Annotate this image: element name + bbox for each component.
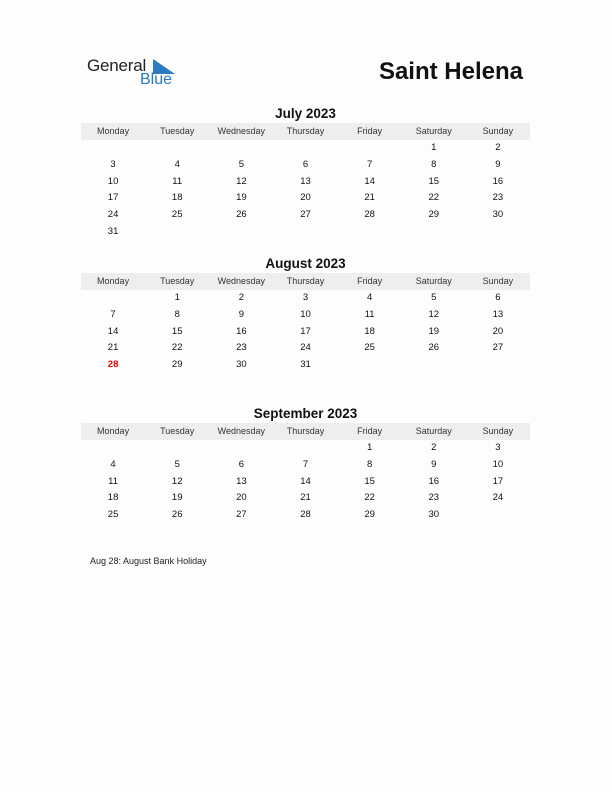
week-row bbox=[81, 474, 530, 491]
week-row bbox=[81, 357, 530, 374]
logo-text-blue: Blue bbox=[140, 71, 173, 88]
weekday-label: Friday bbox=[357, 276, 383, 286]
weekday-label: Thursday bbox=[286, 276, 325, 286]
day-cell: 30 bbox=[428, 509, 440, 521]
day-cell: 2 bbox=[495, 142, 501, 153]
day-cell: 2 bbox=[431, 442, 437, 453]
empty-day-cell bbox=[145, 224, 209, 241]
day-cell: 8 bbox=[366, 458, 373, 470]
empty-day-cell bbox=[338, 224, 402, 241]
day-cell: 20 bbox=[236, 492, 247, 504]
day-cell: 6 bbox=[302, 158, 309, 170]
day-cell: 9 bbox=[431, 458, 437, 470]
day-cell: 13 bbox=[492, 308, 504, 320]
day-cell: 23 bbox=[492, 192, 504, 204]
day-cell: 25 bbox=[107, 509, 119, 521]
brand-logo bbox=[87, 56, 187, 92]
day-cell: 1 bbox=[174, 292, 180, 303]
day-cell: 27 bbox=[492, 342, 504, 354]
week-row bbox=[81, 224, 530, 241]
day-cell: 1 bbox=[366, 442, 373, 453]
day-cell: 5 bbox=[238, 158, 244, 170]
day-cell: 11 bbox=[172, 175, 183, 187]
week-row bbox=[81, 307, 530, 324]
month-title: September 2023 bbox=[253, 406, 358, 421]
day-cell: 9 bbox=[495, 158, 501, 170]
day-cell: 16 bbox=[492, 175, 504, 187]
week-row bbox=[81, 340, 530, 357]
day-cell: 26 bbox=[171, 509, 183, 521]
day-cell: 5 bbox=[431, 292, 437, 303]
day-cell: 25 bbox=[171, 209, 183, 221]
empty-day-cell bbox=[402, 357, 466, 374]
day-cell: 3 bbox=[110, 158, 116, 170]
day-cell: 10 bbox=[300, 308, 311, 320]
day-cell: 16 bbox=[428, 475, 440, 487]
weekday-header bbox=[81, 273, 530, 290]
weekday-label: Thursday bbox=[286, 426, 325, 436]
month-title: July 2023 bbox=[275, 106, 336, 121]
day-cell: 29 bbox=[364, 509, 375, 521]
day-cell: 4 bbox=[366, 292, 373, 303]
empty-day-cell bbox=[466, 357, 530, 374]
day-cell: 30 bbox=[236, 359, 247, 371]
week-row bbox=[81, 190, 530, 207]
week-row bbox=[81, 440, 530, 457]
weekday-label: Sunday bbox=[482, 126, 514, 136]
day-cell: 7 bbox=[110, 308, 116, 320]
day-cell: 7 bbox=[302, 458, 309, 470]
day-cell: 21 bbox=[300, 492, 311, 504]
day-cell: 14 bbox=[300, 475, 311, 487]
day-cell: 10 bbox=[107, 175, 119, 187]
day-cell: 8 bbox=[174, 308, 180, 320]
day-cell: 3 bbox=[495, 442, 501, 453]
day-cell: 24 bbox=[107, 209, 119, 221]
weekday-label: Saturday bbox=[415, 276, 452, 286]
day-cell: 12 bbox=[171, 475, 183, 487]
month-title: August 2023 bbox=[265, 256, 346, 271]
day-cell: 22 bbox=[428, 192, 440, 204]
day-cell: 14 bbox=[107, 325, 119, 337]
empty-day-cell bbox=[209, 140, 273, 157]
weekday-label: Wednesday bbox=[217, 426, 266, 436]
weekday-header bbox=[81, 423, 530, 440]
day-cell: 3 bbox=[302, 292, 309, 303]
day-cell: 17 bbox=[107, 192, 119, 204]
weekday-label: Friday bbox=[357, 426, 383, 436]
empty-day-cell bbox=[145, 440, 209, 457]
week-row bbox=[81, 507, 530, 524]
day-cell: 6 bbox=[238, 458, 244, 470]
day-cell: 31 bbox=[300, 359, 311, 371]
week-row bbox=[81, 457, 530, 474]
day-cell: 23 bbox=[428, 492, 440, 504]
day-cell: 15 bbox=[364, 475, 375, 487]
day-cell: 10 bbox=[492, 458, 504, 470]
day-cell: 17 bbox=[492, 475, 504, 487]
weekday-label: Sunday bbox=[482, 426, 514, 436]
day-cell: 22 bbox=[364, 492, 375, 504]
month-calendar-july bbox=[81, 106, 530, 241]
month-calendar-september bbox=[81, 406, 530, 524]
day-cell: 11 bbox=[364, 308, 375, 320]
week-row bbox=[81, 140, 530, 157]
day-cell: 20 bbox=[300, 192, 311, 204]
logo-text-general: General bbox=[87, 56, 147, 75]
weekday-label: Monday bbox=[97, 126, 130, 136]
day-cell: 5 bbox=[174, 458, 180, 470]
weekday-label: Monday bbox=[97, 276, 130, 286]
day-cell: 22 bbox=[171, 342, 183, 354]
day-cell: 15 bbox=[428, 175, 440, 187]
day-cell: 27 bbox=[300, 209, 311, 221]
weekday-label: Tuesday bbox=[160, 126, 195, 136]
month-calendar-august bbox=[81, 256, 530, 374]
day-cell: 1 bbox=[431, 142, 437, 153]
weekday-label: Tuesday bbox=[160, 276, 195, 286]
day-cell: 19 bbox=[171, 492, 183, 504]
day-cell: 19 bbox=[236, 192, 247, 204]
day-cell: 21 bbox=[364, 192, 375, 204]
weekday-label: Friday bbox=[357, 126, 383, 136]
week-row bbox=[81, 207, 530, 224]
day-cell: 6 bbox=[495, 292, 501, 303]
day-cell: 26 bbox=[236, 209, 247, 221]
weekday-header bbox=[81, 123, 530, 140]
empty-day-cell bbox=[338, 140, 402, 157]
day-cell: 29 bbox=[428, 209, 440, 221]
empty-day-cell bbox=[81, 140, 145, 157]
empty-day-cell bbox=[209, 224, 273, 241]
empty-day-cell bbox=[273, 224, 337, 241]
weekday-label: Monday bbox=[97, 426, 130, 436]
day-cell: 13 bbox=[300, 175, 311, 187]
day-cell: 29 bbox=[171, 359, 183, 371]
day-cell: 18 bbox=[107, 492, 119, 504]
day-cell: 30 bbox=[492, 209, 504, 221]
day-cell: 18 bbox=[171, 192, 183, 204]
country-title: Saint Helena bbox=[378, 58, 523, 85]
day-cell: 8 bbox=[431, 158, 437, 170]
day-cell: 31 bbox=[107, 225, 119, 237]
day-cell: 16 bbox=[236, 325, 247, 337]
day-cell: 18 bbox=[364, 325, 375, 337]
weekday-label: Thursday bbox=[286, 126, 325, 136]
weekday-label: Tuesday bbox=[160, 426, 195, 436]
day-cell: 19 bbox=[428, 325, 440, 337]
day-cell: 25 bbox=[364, 342, 375, 354]
empty-day-cell bbox=[145, 140, 209, 157]
week-row bbox=[81, 157, 530, 174]
empty-day-cell bbox=[81, 440, 145, 457]
day-cell: 4 bbox=[174, 158, 180, 170]
weekday-label: Wednesday bbox=[217, 276, 266, 286]
day-cell: 13 bbox=[236, 475, 247, 487]
holiday-notes bbox=[90, 556, 207, 566]
week-row bbox=[81, 290, 530, 307]
day-cell: 28 bbox=[364, 209, 375, 221]
day-cell: 27 bbox=[236, 509, 247, 521]
week-row bbox=[81, 490, 530, 507]
day-cell: 17 bbox=[300, 325, 311, 337]
day-cell: 11 bbox=[108, 475, 118, 487]
week-row bbox=[81, 324, 530, 341]
day-cell: 2 bbox=[238, 292, 244, 303]
empty-day-cell bbox=[338, 357, 402, 374]
empty-day-cell bbox=[402, 224, 466, 241]
holiday-day-cell: 28 bbox=[107, 359, 119, 371]
day-cell: 24 bbox=[300, 342, 311, 354]
day-cell: 23 bbox=[236, 342, 247, 354]
day-cell: 12 bbox=[236, 175, 247, 187]
empty-day-cell bbox=[466, 224, 530, 241]
weekday-label: Saturday bbox=[415, 126, 452, 136]
day-cell: 15 bbox=[171, 325, 183, 337]
day-cell: 4 bbox=[110, 458, 116, 470]
week-row bbox=[81, 174, 530, 191]
day-cell: 9 bbox=[238, 308, 244, 320]
weekday-label: Saturday bbox=[415, 426, 452, 436]
day-cell: 24 bbox=[492, 492, 504, 504]
day-cell: 12 bbox=[428, 308, 440, 320]
empty-day-cell bbox=[273, 440, 337, 457]
day-cell: 21 bbox=[107, 342, 119, 354]
day-cell: 28 bbox=[300, 509, 311, 521]
empty-day-cell bbox=[466, 507, 530, 524]
holiday-note: Aug 28: August Bank Holiday bbox=[90, 556, 207, 566]
day-cell: 20 bbox=[492, 325, 504, 337]
empty-day-cell bbox=[81, 290, 145, 307]
day-cell: 26 bbox=[428, 342, 440, 354]
empty-day-cell bbox=[273, 140, 337, 157]
day-cell: 14 bbox=[364, 175, 375, 187]
empty-day-cell bbox=[209, 440, 273, 457]
weekday-label: Sunday bbox=[482, 276, 514, 286]
weekday-label: Wednesday bbox=[217, 126, 266, 136]
day-cell: 7 bbox=[366, 158, 373, 170]
